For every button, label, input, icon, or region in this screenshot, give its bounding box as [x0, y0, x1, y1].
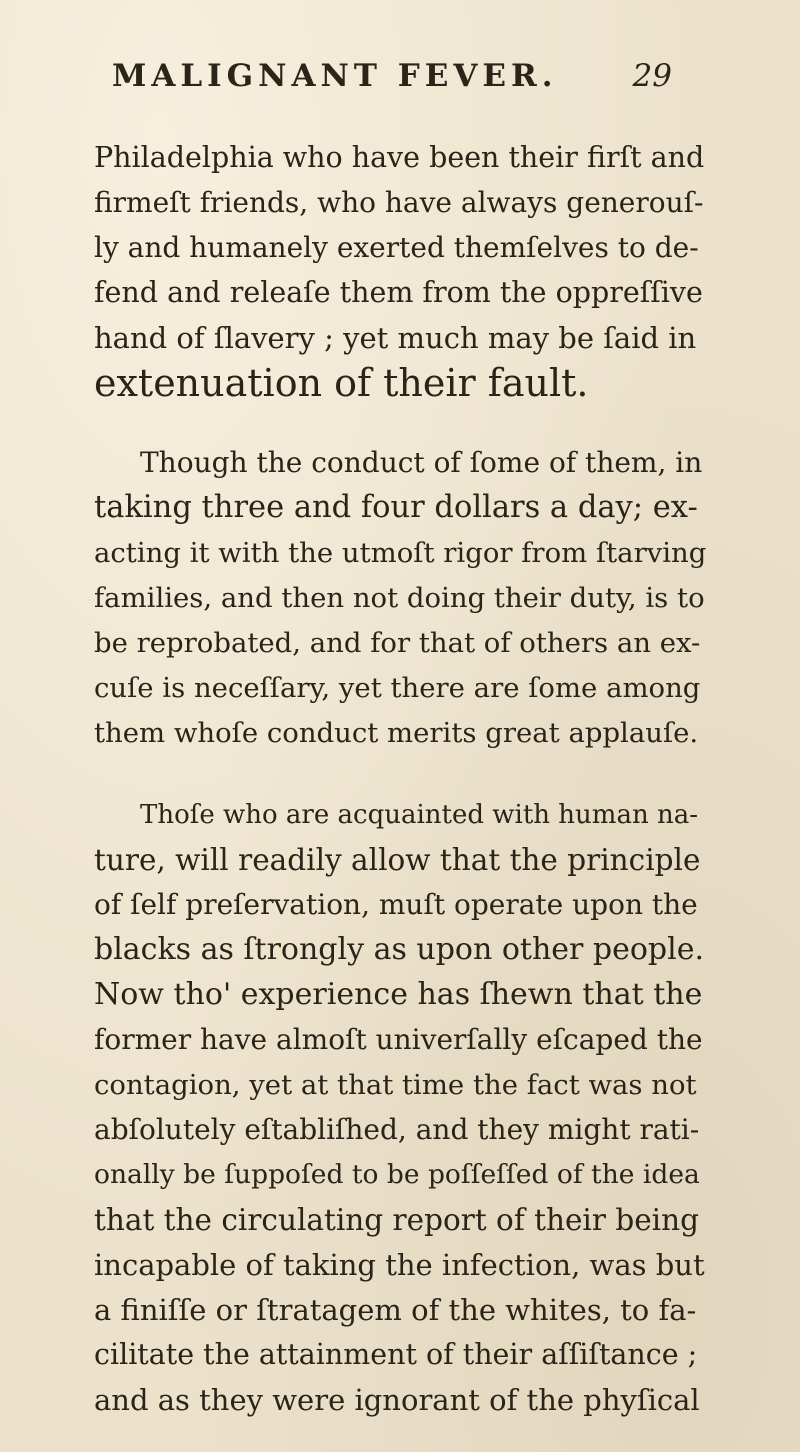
- running-head: [112, 58, 672, 102]
- text-line: cuſe is neceſſary, yet there are ſome among: [94, 672, 701, 704]
- running-title: MALIGNANT FEVER.: [112, 58, 558, 94]
- text-line: onally be ſuppoſed to be poſſeſſed of the idea: [94, 1159, 700, 1190]
- text-line: hand of ſlavery ; yet much may be ſaid in: [94, 321, 697, 355]
- text-line: ture, will readily allow that the principle: [94, 843, 701, 877]
- page-number: 29: [632, 58, 672, 94]
- text-line: ly and humanely exerted themſelves to de-: [94, 231, 699, 264]
- text-line: acting it with the utmoſt rigor from ſtarving: [94, 537, 707, 569]
- text-line: former have almoſt univerſally eſcaped the: [94, 1023, 703, 1056]
- text-line: of ſelf preſervation, muſt operate upon the: [94, 888, 698, 921]
- text-line: contagion, yet at that time the fact was not: [94, 1069, 697, 1101]
- text-line: taking three and four dollars a day; ex-: [94, 490, 698, 525]
- text-line: incapable of taking the infection, was but: [94, 1248, 705, 1282]
- text-line: Philadelphia who have been their firſt and: [94, 141, 705, 174]
- text-line: cilitate the attainment of their aſſiſtance ;: [94, 1338, 698, 1371]
- text-line: fend and releaſe them from the oppreſſive: [94, 276, 703, 309]
- text-line: a finiſſe or ſtratagem of the whites, to fa-: [94, 1293, 697, 1327]
- text-line: firmeſt friends, who have always generouſ-: [94, 186, 704, 219]
- text-line: be reprobated, and for that of others an ex-: [94, 627, 701, 659]
- text-line: abſolutely eſtabliſhed, and they might rati-: [94, 1113, 700, 1146]
- text-line: them whoſe conduct merits great applauſe.: [94, 717, 699, 749]
- text-line: families, and then not doing their duty, is to: [94, 582, 705, 614]
- text-line: extenuation of their fault.: [94, 361, 589, 405]
- text-line: blacks as ſtrongly as upon other people.: [94, 932, 705, 967]
- text-line: Thoſe who are acquainted with human na-: [140, 800, 698, 830]
- text-line: and as they were ignorant of the phyſical: [94, 1383, 700, 1417]
- text-line: Though the conduct of ſome of them, in: [140, 446, 703, 479]
- text-line: Now tho' experience has ſhewn that the: [94, 977, 703, 1012]
- text-line: that the circulating report of their being: [94, 1203, 699, 1237]
